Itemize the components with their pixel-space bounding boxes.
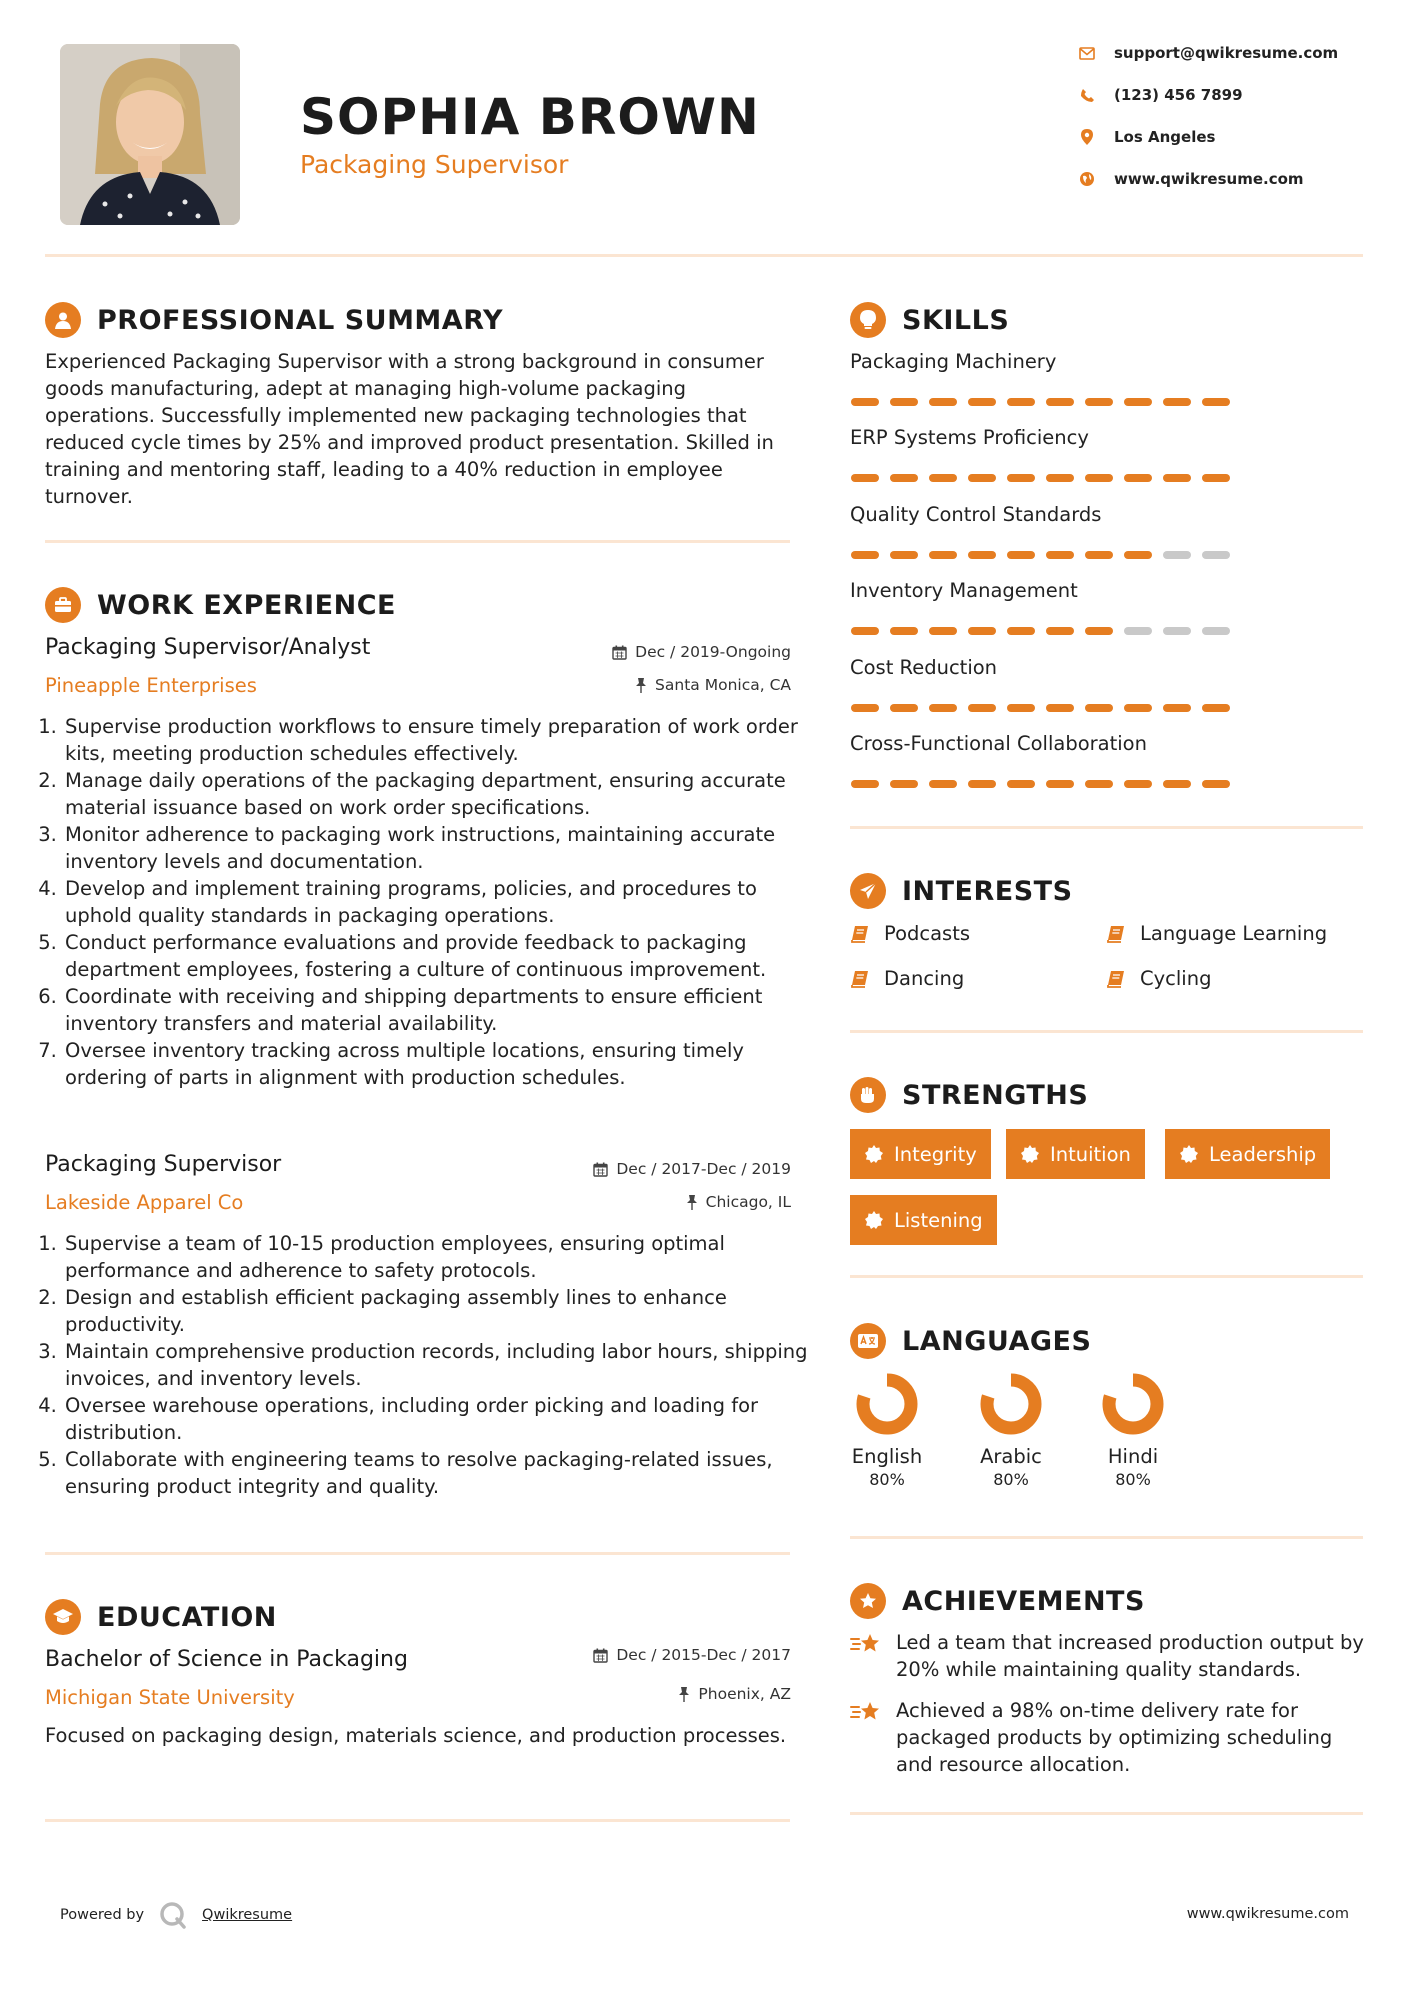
envelope-icon: [1078, 44, 1096, 62]
skill-level-dash-filled: [968, 474, 996, 482]
skill-level-dash-filled: [890, 474, 918, 482]
skill-name: Packaging Machinery: [850, 350, 1057, 373]
skill-level-dash-filled: [1202, 780, 1230, 788]
strengths-title: STRENGTHS: [902, 1079, 1089, 1111]
badge-icon: [1020, 1144, 1040, 1164]
language-name: Hindi: [1107, 1445, 1159, 1468]
interest-label: Dancing: [884, 967, 965, 990]
contact-website[interactable]: [1078, 170, 1304, 188]
education-divider: [45, 1819, 790, 1822]
achievements-divider: [850, 1812, 1363, 1815]
skill-level-dash-filled: [890, 551, 918, 559]
strength-label: Leadership: [1209, 1142, 1317, 1166]
list-item: 6. Coordinate with receiving and shipping departments to ensure efficient inventory transfers and material availability.: [63, 983, 808, 1037]
skill-level-dash-filled: [1124, 398, 1152, 406]
interest-label: Podcasts: [884, 922, 971, 945]
skill-level-dash-filled: [1124, 780, 1152, 788]
shooting-star-icon: [850, 1699, 884, 1725]
map-pin-icon: [1078, 128, 1096, 146]
skill-level-dash-filled: [851, 780, 879, 788]
skill-level-dash-filled: [890, 627, 918, 635]
skill-level-dash-empty: [1163, 627, 1191, 635]
strength-chip: [850, 1129, 991, 1179]
job-2-location: [686, 1193, 791, 1211]
job-1-dates: [612, 643, 791, 661]
list-item: 5. Conduct performance evaluations and provide feedback to packaging department employees, fostering a culture of continuous improvement.: [63, 929, 808, 983]
skill-level-dash-filled: [968, 704, 996, 712]
list-item: 4. Oversee warehouse operations, including order picking and loading for distribution.: [63, 1392, 808, 1446]
contact-phone-text: (123) 456 7899: [1114, 86, 1243, 104]
paper-plane-icon: [850, 873, 886, 909]
summary-text: Experienced Packaging Supervisor with a strong background in consumer goods manufacturing, adept at managing high-volume packaging operations. Successfully implemented new packaging technologies that reduced cycle times by 25% and improved product presentation. Skilled in training and mentoring staff, leading to a 40% reduction in employee turnover.: [45, 350, 774, 508]
strength-chip: [1165, 1129, 1330, 1179]
job-2-dates-text: Dec / 2017-Dec / 2019: [616, 1160, 791, 1178]
skill-level-dash-filled: [1163, 780, 1191, 788]
skill-level-dash-filled: [968, 780, 996, 788]
skill-level-meter: [851, 398, 1230, 406]
skill-level-dash-filled: [968, 627, 996, 635]
strengths-heading: [850, 1077, 1088, 1113]
candidate-role: Packaging Supervisor: [300, 150, 569, 179]
skill-level-dash-filled: [1046, 398, 1074, 406]
footer-powered-by: Powered by: [60, 1907, 145, 1923]
skill-level-dash-filled: [851, 398, 879, 406]
job-2-duties: [45, 1230, 808, 1500]
qwikresume-logo-icon: [158, 1900, 188, 1930]
work-divider: [45, 1552, 790, 1555]
education-school: Michigan State University: [45, 1686, 295, 1709]
skill-level-dash-filled: [1046, 704, 1074, 712]
skill-level-dash-filled: [1202, 398, 1230, 406]
profile-photo: [60, 44, 240, 225]
skill-level-dash-filled: [1046, 627, 1074, 635]
interest-label: Cycling: [1140, 967, 1212, 990]
strength-label: Integrity: [894, 1142, 977, 1166]
language-percent: 80%: [993, 1470, 1029, 1489]
languages-title: LANGUAGES: [902, 1325, 1092, 1357]
badge-icon: [1179, 1144, 1199, 1164]
skill-name: Quality Control Standards: [850, 502, 1102, 526]
skill-level-meter: [851, 704, 1230, 712]
language-percent: 80%: [869, 1470, 905, 1489]
globe-icon: [1078, 170, 1096, 188]
skill-level-dash-filled: [1124, 704, 1152, 712]
skill-level-dash-filled: [1007, 704, 1035, 712]
skill-level-dash-filled: [1085, 398, 1113, 406]
skills-heading: [850, 302, 1009, 338]
skill-name: ERP Systems Proficiency: [850, 426, 1089, 450]
achievement-text: Led a team that increased production output by 20% while maintaining quality standards.: [896, 1631, 1364, 1681]
skill-level-dash-empty: [1163, 551, 1191, 559]
summary-title: PROFESSIONAL SUMMARY: [97, 304, 504, 336]
skill-level-dash-filled: [968, 551, 996, 559]
skill-level-meter: [851, 551, 1230, 559]
interest-item: [1106, 967, 1211, 990]
education-degree: Bachelor of Science in Packaging: [45, 1647, 408, 1672]
contact-website-text: www.qwikresume.com: [1114, 170, 1304, 188]
list-item: 1. Supervise a team of 10-15 production employees, ensuring optimal performance and adherence to safety protocols.: [63, 1230, 808, 1284]
skill-level-dash-filled: [1202, 474, 1230, 482]
skill-level-dash-filled: [1007, 627, 1035, 635]
job-2-location-text: Chicago, IL: [705, 1193, 791, 1211]
education-heading: [45, 1599, 277, 1635]
language-name: English: [851, 1445, 923, 1468]
job-1-location: [635, 676, 791, 694]
skill-name: Inventory Management: [850, 579, 1078, 603]
skill-level-dash-filled: [929, 780, 957, 788]
achievement-item: [850, 1697, 1365, 1778]
skill-level-dash-filled: [890, 780, 918, 788]
contact-phone[interactable]: [1078, 86, 1243, 104]
language-item: [961, 1373, 1061, 1489]
skill-level-dash-filled: [890, 398, 918, 406]
skill-level-dash-filled: [851, 551, 879, 559]
book-icon: [850, 969, 870, 989]
contact-email-text: support@qwikresume.com: [1114, 44, 1339, 62]
skill-level-dash-filled: [1007, 474, 1035, 482]
skill-level-dash-filled: [1046, 474, 1074, 482]
language-item: [1083, 1373, 1183, 1489]
work-title: WORK EXPERIENCE: [97, 589, 396, 621]
skill-level-dash-filled: [1085, 704, 1113, 712]
book-icon: [1106, 969, 1126, 989]
footer-brand-link[interactable]: Qwikresume: [202, 1907, 293, 1923]
calendar-icon: [593, 1648, 608, 1663]
education-location-text: Phoenix, AZ: [698, 1685, 791, 1703]
strength-label: Listening: [894, 1208, 983, 1232]
languages-divider: [850, 1536, 1363, 1539]
skill-level-dash-filled: [929, 398, 957, 406]
skill-level-dash-filled: [890, 704, 918, 712]
pushpin-icon: [678, 1687, 690, 1702]
achievement-item: [850, 1629, 1365, 1683]
skill-level-dash-filled: [851, 704, 879, 712]
education-description: Focused on packaging design, materials science, and production processes.: [45, 1724, 787, 1747]
skill-level-dash-filled: [968, 398, 996, 406]
skill-level-dash-filled: [929, 474, 957, 482]
pushpin-icon: [635, 678, 647, 693]
skill-level-dash-filled: [1046, 780, 1074, 788]
strength-chip: [1006, 1129, 1145, 1179]
strength-chip: [850, 1195, 997, 1245]
skill-level-meter: [851, 627, 1230, 635]
contact-location: [1078, 128, 1215, 146]
achievements-heading: [850, 1583, 1145, 1619]
skill-level-dash-filled: [1085, 474, 1113, 482]
interests-divider: [850, 1030, 1363, 1033]
fist-icon: [850, 1077, 886, 1113]
work-heading: [45, 587, 396, 623]
skill-level-meter: [851, 474, 1230, 482]
education-dates: [593, 1646, 791, 1664]
lightbulb-icon: [850, 302, 886, 338]
job-1-location-text: Santa Monica, CA: [655, 676, 791, 694]
shooting-star-icon: [850, 1631, 884, 1657]
interest-label: Language Learning: [1140, 922, 1328, 945]
skill-level-dash-empty: [1124, 627, 1152, 635]
skill-level-dash-filled: [1085, 551, 1113, 559]
contact-email[interactable]: [1078, 44, 1338, 62]
list-item: 2. Design and establish efficient packaging assembly lines to enhance productivity.: [63, 1284, 808, 1338]
skill-level-dash-filled: [1007, 551, 1035, 559]
education-title: EDUCATION: [97, 1601, 277, 1633]
book-icon: [850, 924, 870, 944]
education-location: [678, 1685, 791, 1703]
skill-level-meter: [851, 780, 1230, 788]
education-dates-text: Dec / 2015-Dec / 2017: [616, 1646, 791, 1664]
calendar-icon: [593, 1162, 608, 1177]
skill-level-dash-filled: [1124, 551, 1152, 559]
achievements-title: ACHIEVEMENTS: [902, 1585, 1145, 1617]
book-icon: [1106, 924, 1126, 944]
language-progress-ring: [856, 1373, 918, 1435]
language-icon: [850, 1323, 886, 1359]
skill-level-dash-filled: [1163, 398, 1191, 406]
summary-heading: [45, 302, 503, 338]
list-item: 7. Oversee inventory tracking across multiple locations, ensuring timely ordering of parts in alignment with production schedules.: [63, 1037, 808, 1091]
profile-photo-image: [60, 44, 240, 225]
summary-divider: [45, 540, 790, 543]
job-2-title: Packaging Supervisor: [45, 1152, 282, 1177]
job-1-company: Pineapple Enterprises: [45, 674, 257, 697]
star-medal-icon: [850, 1583, 886, 1619]
skill-level-dash-filled: [851, 627, 879, 635]
list-item: 4. Develop and implement training programs, policies, and procedures to uphold quality standards in packaging operations.: [63, 875, 808, 929]
list-item: 3. Monitor adherence to packaging work instructions, maintaining accurate inventory levels and documentation.: [63, 821, 808, 875]
header-divider: [45, 254, 1363, 257]
skill-level-dash-filled: [851, 474, 879, 482]
list-item: 5. Collaborate with engineering teams to resolve packaging-related issues, ensuring product integrity and quality.: [63, 1446, 808, 1500]
language-item: [837, 1373, 937, 1489]
language-name: Arabic: [980, 1445, 1042, 1468]
skill-level-dash-filled: [1163, 704, 1191, 712]
graduation-cap-icon: [45, 1599, 81, 1635]
list-item: 2. Manage daily operations of the packaging department, ensuring accurate material issuance based on work order specifications.: [63, 767, 808, 821]
pushpin-icon: [686, 1195, 698, 1210]
strengths-divider: [850, 1275, 1363, 1278]
footer-website[interactable]: www.qwikresume.com: [1186, 1906, 1349, 1922]
skill-level-dash-filled: [1202, 704, 1230, 712]
skill-level-dash-filled: [1007, 780, 1035, 788]
job-1-duties: [45, 713, 808, 1091]
skill-level-dash-filled: [929, 704, 957, 712]
skills-divider: [850, 826, 1363, 829]
footer-branding: [60, 1900, 292, 1930]
job-1-title: Packaging Supervisor/Analyst: [45, 635, 371, 660]
skill-level-dash-filled: [1163, 474, 1191, 482]
user-icon: [45, 302, 81, 338]
phone-icon: [1078, 86, 1096, 104]
skill-name: Cost Reduction: [850, 655, 998, 679]
language-progress-ring: [1102, 1373, 1164, 1435]
candidate-name: SOPHIA BROWN: [300, 88, 760, 146]
badge-icon: [864, 1210, 884, 1230]
skill-level-dash-filled: [929, 627, 957, 635]
job-1-dates-text: Dec / 2019-Ongoing: [635, 643, 791, 661]
skill-level-dash-filled: [1124, 474, 1152, 482]
skill-level-dash-empty: [1202, 627, 1230, 635]
skills-title: SKILLS: [902, 304, 1010, 336]
interest-item: [1106, 922, 1327, 945]
languages-heading: [850, 1323, 1091, 1359]
list-item: 3. Maintain comprehensive production records, including labor hours, shipping invoices, and inventory levels.: [63, 1338, 808, 1392]
language-percent: 80%: [1115, 1470, 1151, 1489]
achievement-text: Achieved a 98% on-time delivery rate for packaged products by optimizing scheduling and resource allocation.: [896, 1699, 1333, 1776]
skill-level-dash-filled: [1085, 780, 1113, 788]
interest-item: [850, 967, 964, 990]
interests-title: INTERESTS: [902, 875, 1073, 907]
strength-label: Intuition: [1050, 1142, 1131, 1166]
badge-icon: [864, 1144, 884, 1164]
interests-heading: [850, 873, 1073, 909]
interest-item: [850, 922, 970, 945]
language-progress-ring: [980, 1373, 1042, 1435]
skill-level-dash-empty: [1202, 551, 1230, 559]
calendar-icon: [612, 645, 627, 660]
skill-name: Cross-Functional Collaboration: [850, 732, 1147, 755]
skill-level-dash-filled: [1085, 627, 1113, 635]
skill-level-dash-filled: [1046, 551, 1074, 559]
skill-level-dash-filled: [1007, 398, 1035, 406]
job-2-dates: [593, 1160, 791, 1178]
list-item: 1. Supervise production workflows to ensure timely preparation of work order kits, meeting production schedules effectively.: [63, 713, 808, 767]
skill-level-dash-filled: [929, 551, 957, 559]
briefcase-icon: [45, 587, 81, 623]
job-2-company: Lakeside Apparel Co: [45, 1191, 244, 1214]
contact-location-text: Los Angeles: [1114, 128, 1216, 146]
